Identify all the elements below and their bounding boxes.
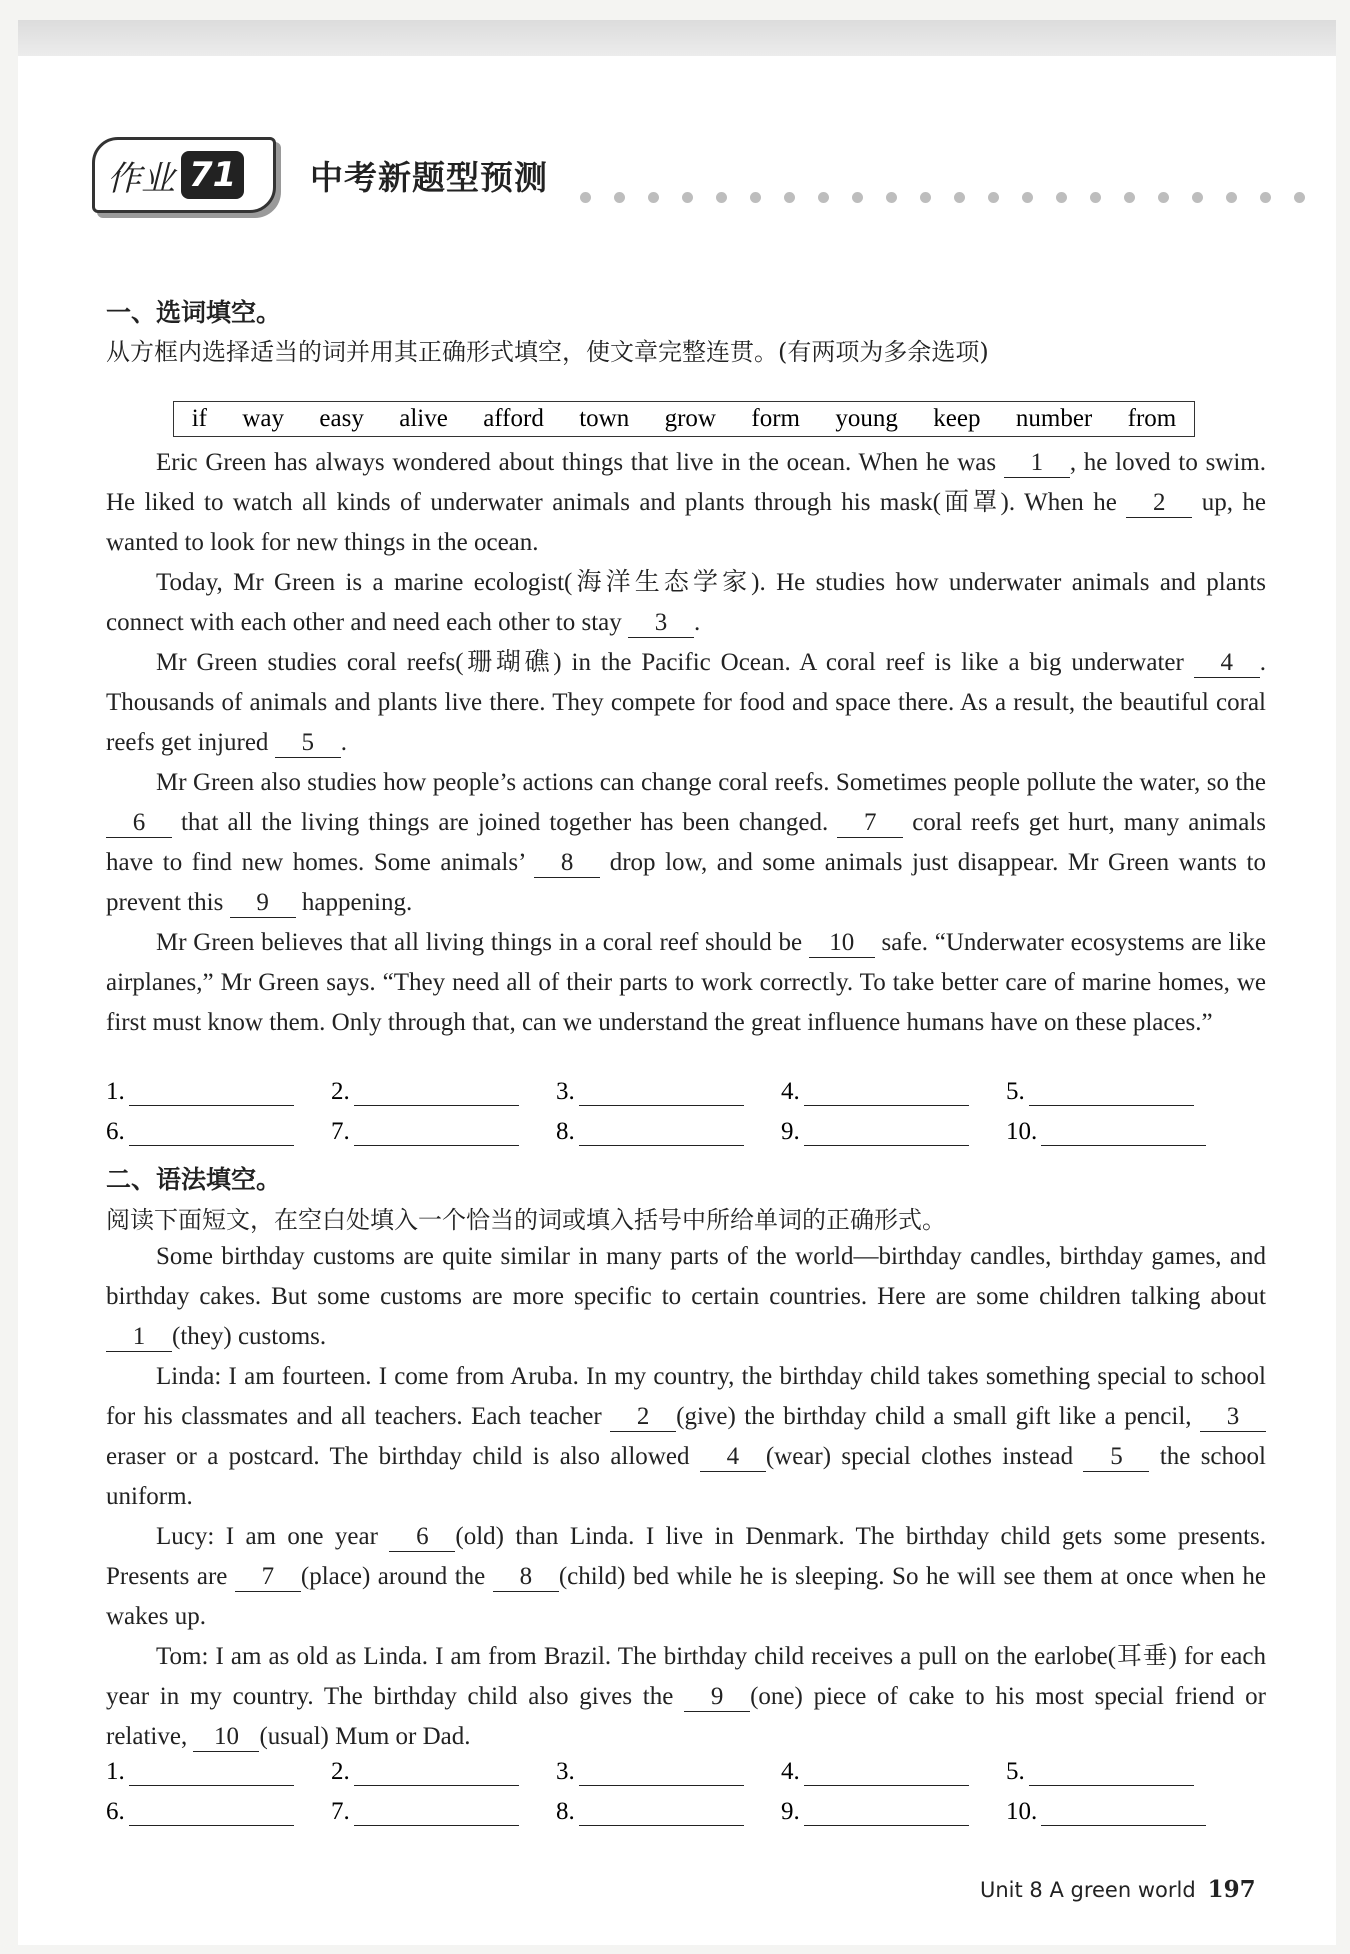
word-bank-item: alive: [399, 405, 448, 432]
answer-line-8[interactable]: [579, 1119, 744, 1146]
answer-label: 7.: [331, 1798, 350, 1825]
answer-line-8[interactable]: [579, 1799, 744, 1826]
answer-label: 4.: [781, 1078, 800, 1105]
answer-label: 6.: [106, 1118, 125, 1145]
top-band: [18, 20, 1336, 56]
word-bank-item: way: [242, 405, 285, 432]
word-bank-item: afford: [483, 405, 544, 432]
word-bank-item: young: [835, 405, 898, 432]
decorative-dots: [580, 192, 1328, 203]
workbook-page: [18, 20, 1336, 1945]
answer-label: 3.: [556, 1758, 575, 1785]
page-title: 中考新题型预测: [310, 157, 548, 197]
answer-label: 2.: [331, 1078, 350, 1105]
answer-label: 9.: [781, 1798, 800, 1825]
word-bank: [173, 401, 1195, 437]
answer-label: 1.: [106, 1758, 125, 1785]
passage2-paragraph: Some birthday customs are quite similar in many parts of the world—birthday candles, birthday games, and birthday cakes. But some customs are more specific to certain countries. Here are some children talking about 1 (they) customs.: [106, 1243, 1266, 1350]
answer-row: [106, 1078, 1231, 1106]
word-bank-item: grow: [664, 405, 716, 432]
word-bank-item: form: [751, 405, 800, 432]
word-bank-item: keep: [933, 405, 981, 432]
answer-line-4[interactable]: [804, 1079, 969, 1106]
word-bank-item: number: [1015, 405, 1093, 432]
page-footer: [980, 1876, 1256, 1903]
answer-line-2[interactable]: [354, 1079, 519, 1106]
section2-title: 二、语法填空。: [106, 1165, 282, 1194]
section1-instruction: 从方框内选择适当的词并用其正确形式填空，使文章完整连贯。(有两项为多余选项): [106, 338, 989, 366]
answer-line-7[interactable]: [354, 1799, 519, 1826]
footer-unit: Unit 8 A green world: [980, 1878, 1196, 1902]
passage1-paragraph: Mr Green believes that all living things in a coral reef should be 10 safe. “Underwater ecosystems are like airplanes,” Mr Green says. “They need all of their parts to work correctly. To take better care of marine homes, we first must know them. Only through that, can we understand the great influence humans have on these places.”: [106, 929, 1266, 1036]
section1-title: 一、选词填空。: [106, 298, 282, 327]
answer-line-9[interactable]: [804, 1799, 969, 1826]
answer-line-4[interactable]: [804, 1759, 969, 1786]
passage2-paragraph: Tom: I am as old as Linda. I am from Brazil. The birthday child receives a pull on the earlobe(耳垂) for each year in my country. The birthday child also gives the 9 (one) piece of cake to his most special friend or relative, 10 (usual) Mum or Dad.: [106, 1643, 1267, 1750]
word-bank-item: if: [191, 405, 207, 432]
page-number: 197: [1207, 1876, 1256, 1903]
answer-label: 4.: [781, 1758, 800, 1785]
answer-label: 8.: [556, 1798, 575, 1825]
answer-line-1[interactable]: [129, 1759, 294, 1786]
word-bank-item: town: [579, 405, 630, 432]
answer-line-7[interactable]: [354, 1119, 519, 1146]
answer-line-6[interactable]: [129, 1119, 294, 1146]
answer-line-10[interactable]: [1041, 1799, 1206, 1826]
word-bank-item: easy: [319, 405, 364, 432]
answer-label: 2.: [331, 1758, 350, 1785]
answer-label: 6.: [106, 1798, 125, 1825]
badge-label: 作业: [107, 158, 175, 199]
answer-row: [106, 1798, 1231, 1826]
answer-label: 8.: [556, 1118, 575, 1145]
answer-line-2[interactable]: [354, 1759, 519, 1786]
passage-2: [106, 1237, 1266, 1757]
passage1-paragraph: Eric Green has always wondered about things that live in the ocean. When he was 1 , he loved to swim. He liked to watch all kinds of underwater animals and plants through his mask(面罩). When he 2 up, he wanted to look for new things in the ocean.: [106, 449, 1266, 556]
answer-line-3[interactable]: [579, 1759, 744, 1786]
answer-line-5[interactable]: [1029, 1759, 1194, 1786]
assignment-badge: [92, 137, 276, 213]
answer-row: [106, 1118, 1231, 1146]
passage1-paragraph: Mr Green studies coral reefs(珊瑚礁) in the Pacific Ocean. A coral reef is like a big underwater 4 . Thousands of animals and plants live there. They compete for food and space there. As a result, the beautiful coral reefs get injured 5 .: [106, 649, 1266, 756]
passage1-paragraph: Today, Mr Green is a marine ecologist(海洋生态学家). He studies how underwater animals and plants connect with each other and need each other to stay 3 .: [106, 569, 1266, 636]
passage2-paragraph: Linda: I am fourteen. I come from Aruba. In my country, the birthday child takes something special to school for his classmates and all teachers. Each teacher 2 (give) the birthday child a small gift like a pencil, 3 eraser or a postcard. The birthday child is also allowed 4 (wear) special clothes instead 5 the school uniform.: [106, 1363, 1266, 1510]
answer-label: 1.: [106, 1078, 125, 1105]
answer-line-6[interactable]: [129, 1799, 294, 1826]
answer-label: 9.: [781, 1118, 800, 1145]
section2-instruction: 阅读下面短文，在空白处填入一个恰当的词或填入括号中所给单词的正确形式。: [106, 1206, 946, 1234]
word-bank-item: from: [1127, 405, 1177, 432]
answer-label: 5.: [1006, 1758, 1025, 1785]
passage1-paragraph: Mr Green also studies how people’s actions can change coral reefs. Sometimes people pollute the water, so the 6 that all the living things are joined together has been changed. 7 coral reefs get hurt, many animals have to find new homes. Some animals’ 8 drop low, and some animals just disappear. Mr Green wants to prevent this 9 happening.: [106, 769, 1266, 916]
passage2-paragraph: Lucy: I am one year 6 (old) than Linda. I live in Denmark. The birthday child gets some presents. Presents are 7 (place) around the 8 (child) bed while he is sleeping. So he will see them at once when he wakes up.: [106, 1523, 1266, 1630]
answer-line-10[interactable]: [1041, 1119, 1206, 1146]
answer-label: 5.: [1006, 1078, 1025, 1105]
assignment-header: [92, 132, 548, 218]
answer-label: 3.: [556, 1078, 575, 1105]
badge-number: 71: [181, 151, 244, 199]
answer-label: 10.: [1006, 1118, 1038, 1145]
answer-row: [106, 1758, 1231, 1786]
passage-1: [106, 443, 1266, 1043]
answer-label: 7.: [331, 1118, 350, 1145]
answer-line-1[interactable]: [129, 1079, 294, 1106]
answer-label: 10.: [1006, 1798, 1038, 1825]
answer-line-3[interactable]: [579, 1079, 744, 1106]
answer-line-5[interactable]: [1029, 1079, 1194, 1106]
answer-line-9[interactable]: [804, 1119, 969, 1146]
